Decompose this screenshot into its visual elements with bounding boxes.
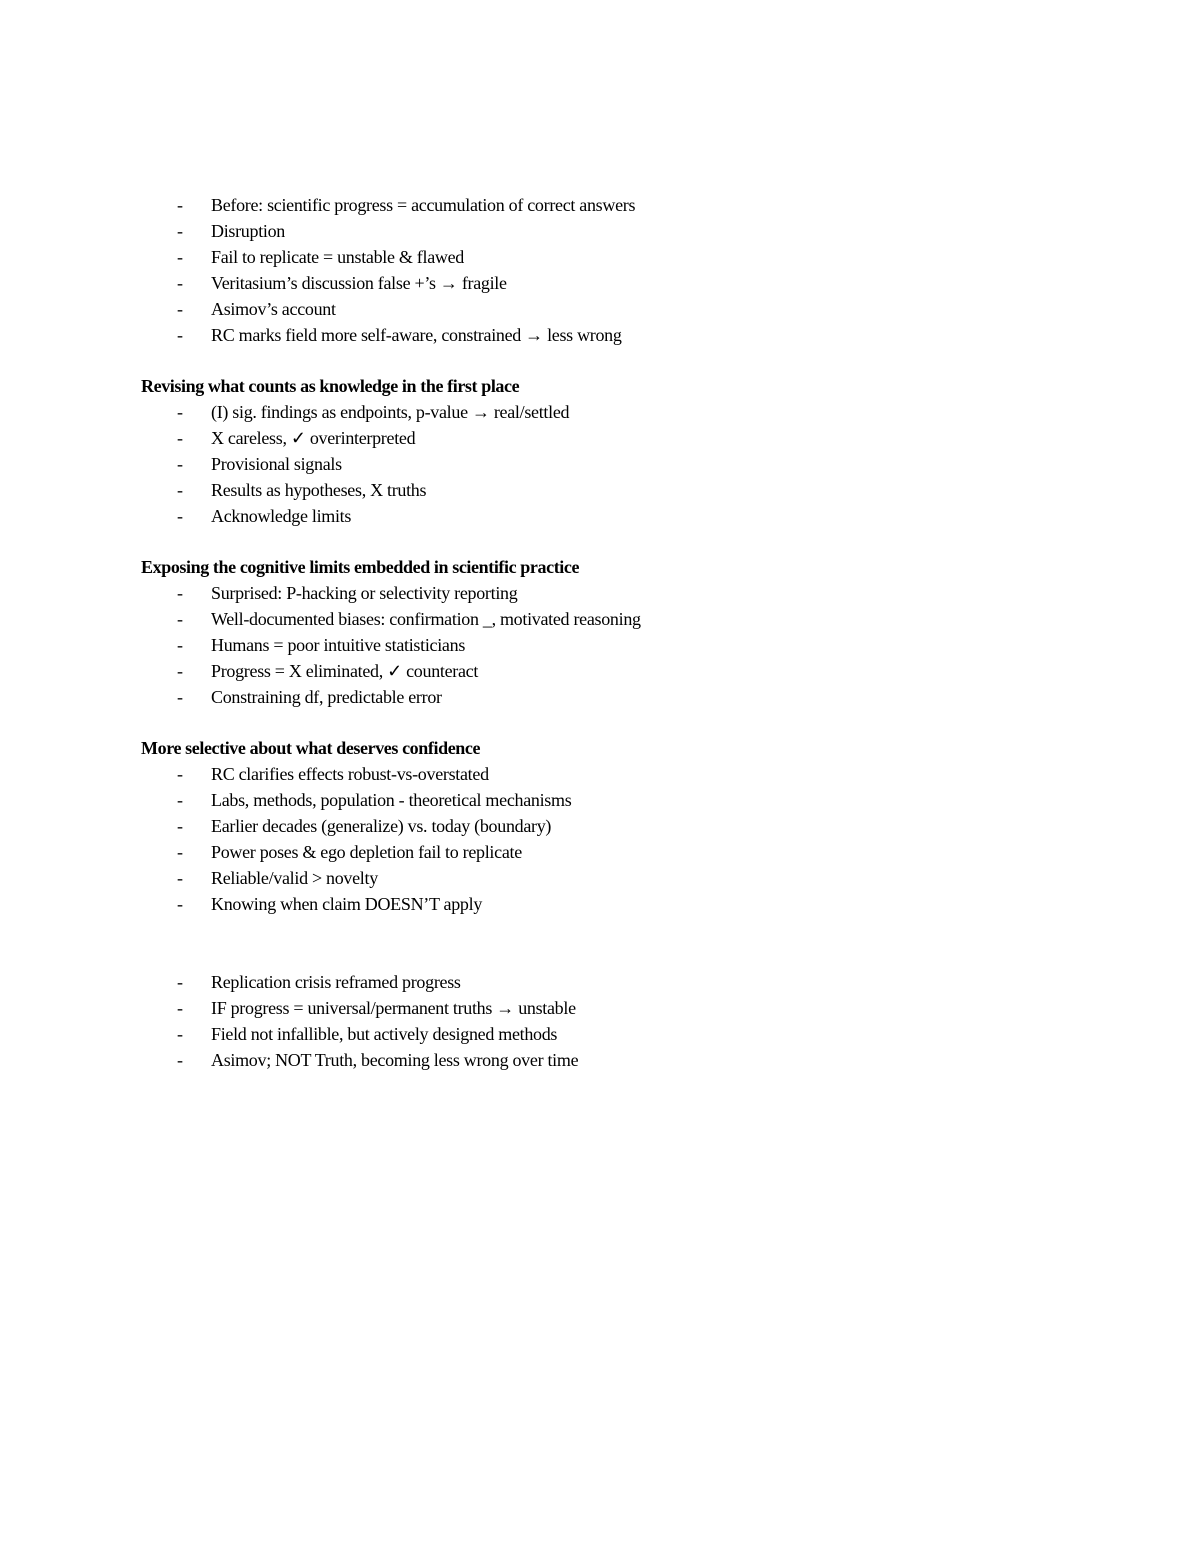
list-item (141, 477, 1041, 503)
list-item-text: RC clarifies effects robust-vs-overstated (211, 764, 489, 784)
bullet-dash: - (177, 790, 183, 810)
bullet-dash: - (177, 428, 183, 448)
list-item (141, 1021, 1041, 1047)
bullet-dash: - (177, 764, 183, 784)
list-item (141, 891, 1041, 917)
list-item-text: Labs, methods, population - theoretical mechanisms (211, 790, 572, 810)
bullet-dash: - (177, 609, 183, 629)
list-item (141, 684, 1041, 710)
list-item (141, 503, 1041, 529)
bullet-dash: - (177, 687, 183, 707)
list-item (141, 1047, 1041, 1073)
bullet-dash: - (177, 842, 183, 862)
list-item-text: Veritasium’s discussion false +’s → fragile (211, 273, 507, 293)
bullet-dash: - (177, 583, 183, 603)
bullet-dash: - (177, 402, 183, 422)
list-item-text: Power poses & ego depletion fail to replicate (211, 842, 522, 862)
section-cognitive-limits (141, 554, 1041, 710)
section-heading: Revising what counts as knowledge in the first place (141, 376, 520, 396)
list-item-text: RC marks field more self-aware, constrained → less wrong (211, 325, 622, 345)
list-item-text: Provisional signals (211, 454, 342, 474)
section-heading: More selective about what deserves confidence (141, 738, 481, 758)
bullet-dash: - (177, 221, 183, 241)
bullet-dash: - (177, 454, 183, 474)
list-item (141, 451, 1041, 477)
bullet-list (141, 969, 1041, 1073)
section-revising-knowledge (141, 373, 1041, 529)
list-item (141, 658, 1041, 684)
list-item-text: Humans = poor intuitive statisticians (211, 635, 466, 655)
list-item (141, 995, 1041, 1021)
list-item (141, 322, 1041, 348)
bullet-dash: - (177, 1050, 183, 1070)
bullet-dash: - (177, 868, 183, 888)
list-item-text: Progress = X eliminated, ✓ counteract (211, 661, 479, 681)
list-item-text: Disruption (211, 221, 286, 241)
bullet-list (141, 399, 1041, 529)
list-item (141, 192, 1041, 218)
list-item (141, 296, 1041, 322)
bullet-dash: - (177, 506, 183, 526)
bullet-dash: - (177, 998, 183, 1018)
list-item-text: Knowing when claim DOESN’T apply (211, 894, 483, 914)
list-item-text: Fail to replicate = unstable & flawed (211, 247, 464, 267)
list-item-text: Acknowledge limits (211, 506, 352, 526)
list-item (141, 270, 1041, 296)
bullet-dash: - (177, 325, 183, 345)
bullet-dash: - (177, 247, 183, 267)
list-item (141, 969, 1041, 995)
list-item-text: Asimov; NOT Truth, becoming less wrong over time (211, 1050, 579, 1070)
list-item-text: Field not infallible, but actively designed methods (211, 1024, 558, 1044)
list-item-text: Surprised: P-hacking or selectivity reporting (211, 583, 518, 603)
list-item (141, 399, 1041, 425)
list-item-text: X careless, ✓ overinterpreted (211, 428, 416, 448)
list-item-text: Asimov’s account (211, 299, 336, 319)
bullet-dash: - (177, 273, 183, 293)
list-item (141, 218, 1041, 244)
bullet-dash: - (177, 635, 183, 655)
list-item-text: Before: scientific progress = accumulation of correct answers (211, 195, 636, 215)
list-item-text: (I) sig. findings as endpoints, p-value → real/settled (211, 402, 570, 422)
list-item (141, 580, 1041, 606)
bullet-dash: - (177, 1024, 183, 1044)
list-item-text: IF progress = universal/permanent truths → unstable (211, 998, 576, 1018)
list-item (141, 606, 1041, 632)
list-item-text: Results as hypotheses, X truths (211, 480, 427, 500)
list-item (141, 244, 1041, 270)
bullet-dash: - (177, 195, 183, 215)
bullet-dash: - (177, 299, 183, 319)
bullet-dash: - (177, 816, 183, 836)
list-item (141, 839, 1041, 865)
list-item-text: Well-documented biases: confirmation _, motivated reasoning (211, 609, 641, 629)
list-item (141, 425, 1041, 451)
list-item-text: Replication crisis reframed progress (211, 972, 461, 992)
bullet-list (141, 192, 1041, 348)
list-item (141, 632, 1041, 658)
section-heading: Exposing the cognitive limits embedded in scientific practice (141, 557, 580, 577)
document-body (141, 192, 1041, 1073)
list-item (141, 865, 1041, 891)
list-item-text: Earlier decades (generalize) vs. today (boundary) (211, 816, 552, 836)
bullet-dash: - (177, 972, 183, 992)
bullet-list (141, 761, 1041, 917)
section-conclusion (141, 969, 1041, 1073)
list-item-text: Reliable/valid > novelty (211, 868, 378, 888)
list-item (141, 813, 1041, 839)
list-item (141, 787, 1041, 813)
bullet-list (141, 580, 1041, 710)
list-item (141, 761, 1041, 787)
section-intro (141, 192, 1041, 348)
bullet-dash: - (177, 894, 183, 914)
bullet-dash: - (177, 480, 183, 500)
bullet-dash: - (177, 661, 183, 681)
list-item-text: Constraining df, predictable error (211, 687, 442, 707)
section-selective-confidence (141, 735, 1041, 917)
